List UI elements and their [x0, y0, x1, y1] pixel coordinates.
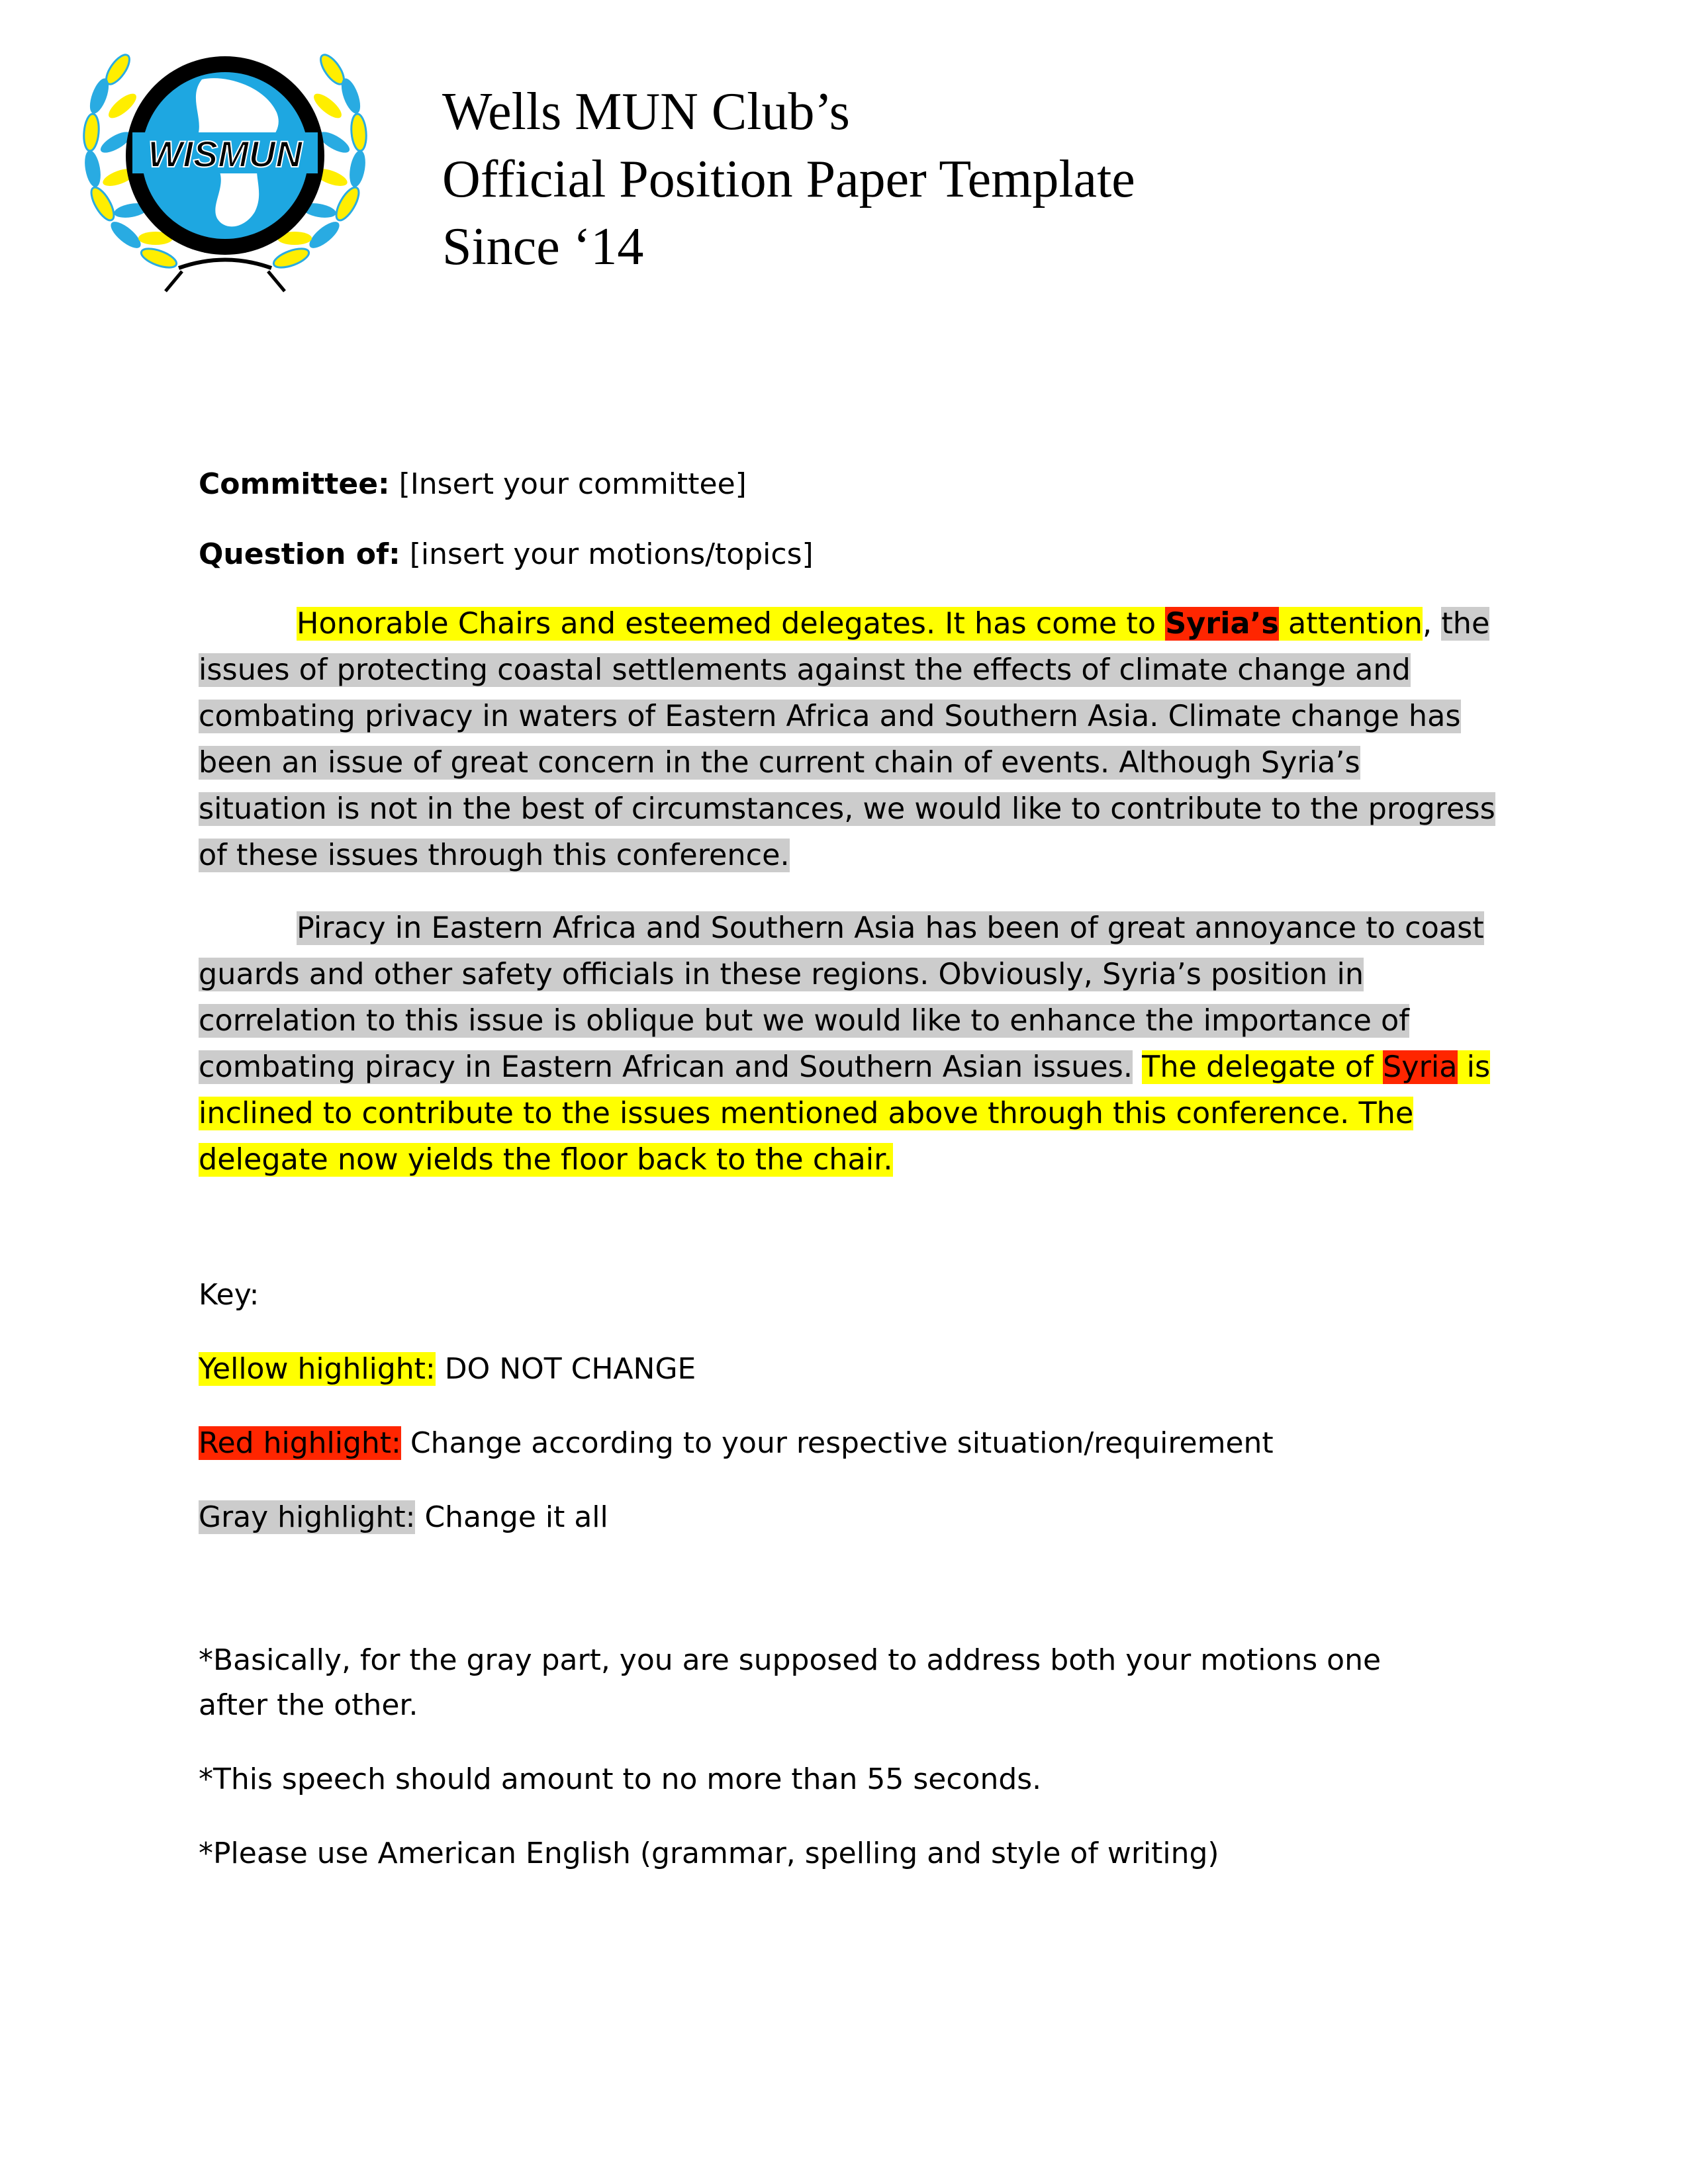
yellow-text: is inclined to contribute to the issues mentioned above through this conference. The delegate now yields the floor back to the chair. — [199, 1050, 1491, 1177]
gray-text: the issues of protecting coastal settlements against the effects of climate change and combating privacy in waters of Eastern Africa and Southern Asia. Climate change has been an issue of great concern in the current chain of events. Although Syria’s situation is not in the best of circumstances, we would like to contribute to the progress of these issues through this conference. — [199, 607, 1495, 872]
document-title — [442, 78, 1135, 281]
title-line-3: Since ‘14 — [442, 218, 644, 276]
question-line — [199, 533, 1496, 576]
highlight-key — [199, 1274, 1496, 1570]
notes — [199, 1638, 1456, 1905]
yellow-text: attention — [1278, 607, 1423, 641]
question-label: Question of: — [199, 537, 400, 571]
key-yellow-desc: DO NOT CHANGE — [435, 1352, 696, 1386]
key-yellow — [199, 1348, 1496, 1390]
country-placeholder: Syria — [1382, 1050, 1458, 1084]
committee-value: [Insert your committee] — [399, 467, 747, 501]
key-red-desc: Change according to your respective situation/requirement — [400, 1426, 1274, 1460]
plain-space — [1432, 607, 1441, 641]
title-line-1: Wells MUN Club’s — [442, 83, 850, 141]
wismun-logo — [66, 33, 384, 298]
key-gray-label: Gray highlight: — [199, 1500, 416, 1534]
logo-text: WISMUN — [148, 133, 303, 175]
key-yellow-label: Yellow highlight: — [199, 1352, 436, 1386]
plain-text: , — [1423, 607, 1432, 641]
key-gray — [199, 1496, 1496, 1539]
key-gray-desc: Change it all — [415, 1500, 608, 1534]
title-line-2: Official Position Paper Template — [442, 150, 1135, 208]
country-placeholder: Syria’s — [1165, 607, 1279, 641]
committee-label: Committee: — [199, 467, 390, 501]
key-red — [199, 1422, 1496, 1465]
gray-text: Piracy in Eastern Africa and Southern Asia has been of great annoyance to coast guards and other safety officials in these regions. Obviously, Syria’s position in correlation to this issue is oblique but we would like to enhance the importance of combating piracy in Eastern African and Southern Asian issues. — [199, 911, 1484, 1084]
opening-paragraph — [199, 601, 1496, 879]
note-item: *Please use American English (grammar, spelling and style of writing) — [199, 1837, 1219, 1870]
note-item: *This speech should amount to no more than 55 seconds. — [199, 1762, 1042, 1796]
wismun-logo-graphic — [66, 33, 384, 298]
committee-line — [199, 463, 1496, 506]
question-value: [insert your motions/topics] — [409, 537, 814, 571]
key-title: Key: — [199, 1278, 259, 1312]
note-item: *Basically, for the gray part, you are supposed to address both your motions one after the other. — [199, 1643, 1382, 1722]
yellow-text: Honorable Chairs and esteemed delegates. It has come to — [297, 607, 1166, 641]
yellow-text: The delegate of — [1142, 1050, 1383, 1084]
key-red-label: Red highlight: — [199, 1426, 401, 1460]
second-paragraph — [199, 905, 1496, 1183]
document-body — [199, 463, 1496, 1183]
